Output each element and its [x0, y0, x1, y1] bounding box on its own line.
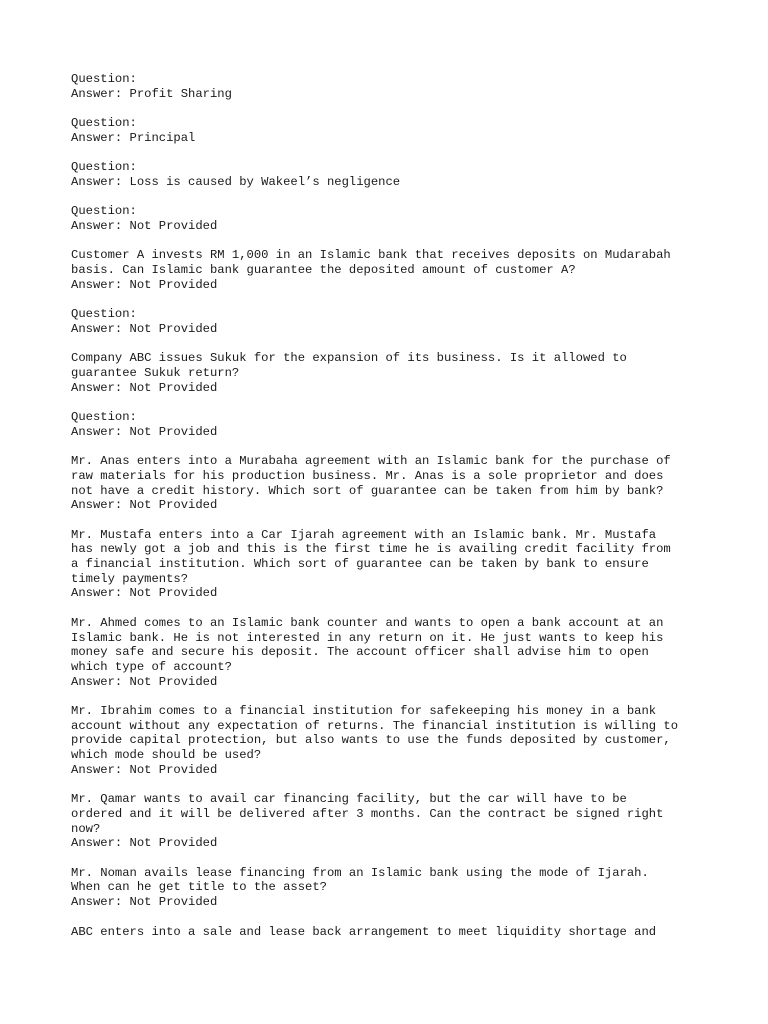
document-page — [71, 72, 711, 954]
answer-text: Answer: Not Provided — [71, 586, 218, 601]
question-text: Company ABC issues Sukuk for the expansion of its business. Is it allowed to — [71, 351, 627, 366]
question-text: Mr. Ibrahim comes to a financial institution for safekeeping his money in a bank — [71, 704, 657, 719]
answer-text: Answer: Loss is caused by Wakeel’s negligence — [71, 174, 401, 189]
question-text: not have a credit history. Which sort of guarantee can be taken from him by bank? — [71, 483, 664, 498]
question-text: Mr. Anas enters into a Murabaha agreement with an Islamic bank for the purchase of — [71, 454, 671, 469]
question-text: which type of account? — [71, 659, 232, 674]
qa-entry — [71, 116, 711, 145]
qa-entry — [71, 410, 711, 439]
qa-entry — [71, 204, 711, 233]
qa-entry — [71, 454, 711, 513]
answer-text: Answer: Not Provided — [71, 380, 218, 395]
question-text: basis. Can Islamic bank guarantee the deposited amount of customer A? — [71, 263, 576, 278]
question-text: Question: — [71, 204, 137, 219]
question-text: Mr. Qamar wants to avail car financing facility, but the car will have to be — [71, 792, 627, 807]
qa-entry — [71, 616, 711, 690]
question-text: which mode should be used? — [71, 748, 262, 763]
answer-text: Answer: Not Provided — [71, 895, 218, 910]
question-text: ABC enters into a sale and lease back arrangement to meet liquidity shortage and — [71, 924, 657, 939]
question-text: guarantee Sukuk return? — [71, 365, 240, 380]
question-text: Islamic bank. He is not interested in any return on it. He just wants to keep his — [71, 630, 664, 645]
question-text: Customer A invests RM 1,000 in an Islamic bank that receives deposits on Mudarabah — [71, 248, 671, 263]
question-text: provide capital protection, but also wants to use the funds deposited by customer, — [71, 733, 671, 748]
qa-entry — [71, 307, 711, 336]
qa-entry — [71, 528, 711, 602]
question-text: Question: — [71, 410, 137, 425]
answer-text: Answer: Not Provided — [71, 277, 218, 292]
answer-text: Answer: Not Provided — [71, 762, 218, 777]
answer-text: Answer: Not Provided — [71, 498, 218, 513]
question-text: Question: — [71, 72, 137, 86]
question-text: now? — [71, 821, 101, 836]
question-text: Mr. Noman avails lease financing from an Islamic bank using the mode of Ijarah. — [71, 865, 649, 880]
question-text: has newly got a job and this is the first time he is availing credit facility from — [71, 542, 671, 557]
answer-text: Answer: Not Provided — [71, 218, 218, 233]
answer-text: Answer: Not Provided — [71, 424, 218, 439]
question-text: When can he get title to the asset? — [71, 880, 327, 895]
question-text: a financial institution. Which sort of guarantee can be taken by bank to ensure — [71, 557, 649, 572]
answer-text: Answer: Not Provided — [71, 321, 218, 336]
question-text: ordered and it will be delivered after 3 months. Can the contract be signed right — [71, 806, 664, 821]
question-text: raw materials for his production business. Mr. Anas is a sole proprietor and does — [71, 468, 664, 483]
qa-entry — [71, 792, 711, 851]
question-text: Question: — [71, 307, 137, 322]
answer-text: Answer: Not Provided — [71, 674, 218, 689]
qa-entry — [71, 704, 711, 778]
qa-entry — [71, 72, 711, 101]
qa-entry — [71, 160, 711, 189]
question-text: timely payments? — [71, 571, 189, 586]
question-text: account without any expectation of returns. The financial institution is willing to — [71, 718, 679, 733]
question-text: Mr. Ahmed comes to an Islamic bank counter and wants to open a bank account at an — [71, 615, 664, 630]
qa-entry — [71, 925, 711, 940]
qa-entry — [71, 866, 711, 910]
qa-entry — [71, 248, 711, 292]
question-text: Question: — [71, 160, 137, 175]
answer-text: Answer: Not Provided — [71, 836, 218, 851]
answer-text: Answer: Principal — [71, 130, 196, 145]
question-text: Mr. Mustafa enters into a Car Ijarah agreement with an Islamic bank. Mr. Mustafa — [71, 527, 657, 542]
question-text: Question: — [71, 116, 137, 131]
answer-text: Answer: Profit Sharing — [71, 86, 232, 101]
question-text: money safe and secure his deposit. The account officer shall advise him to open — [71, 645, 649, 660]
qa-entry — [71, 351, 711, 395]
